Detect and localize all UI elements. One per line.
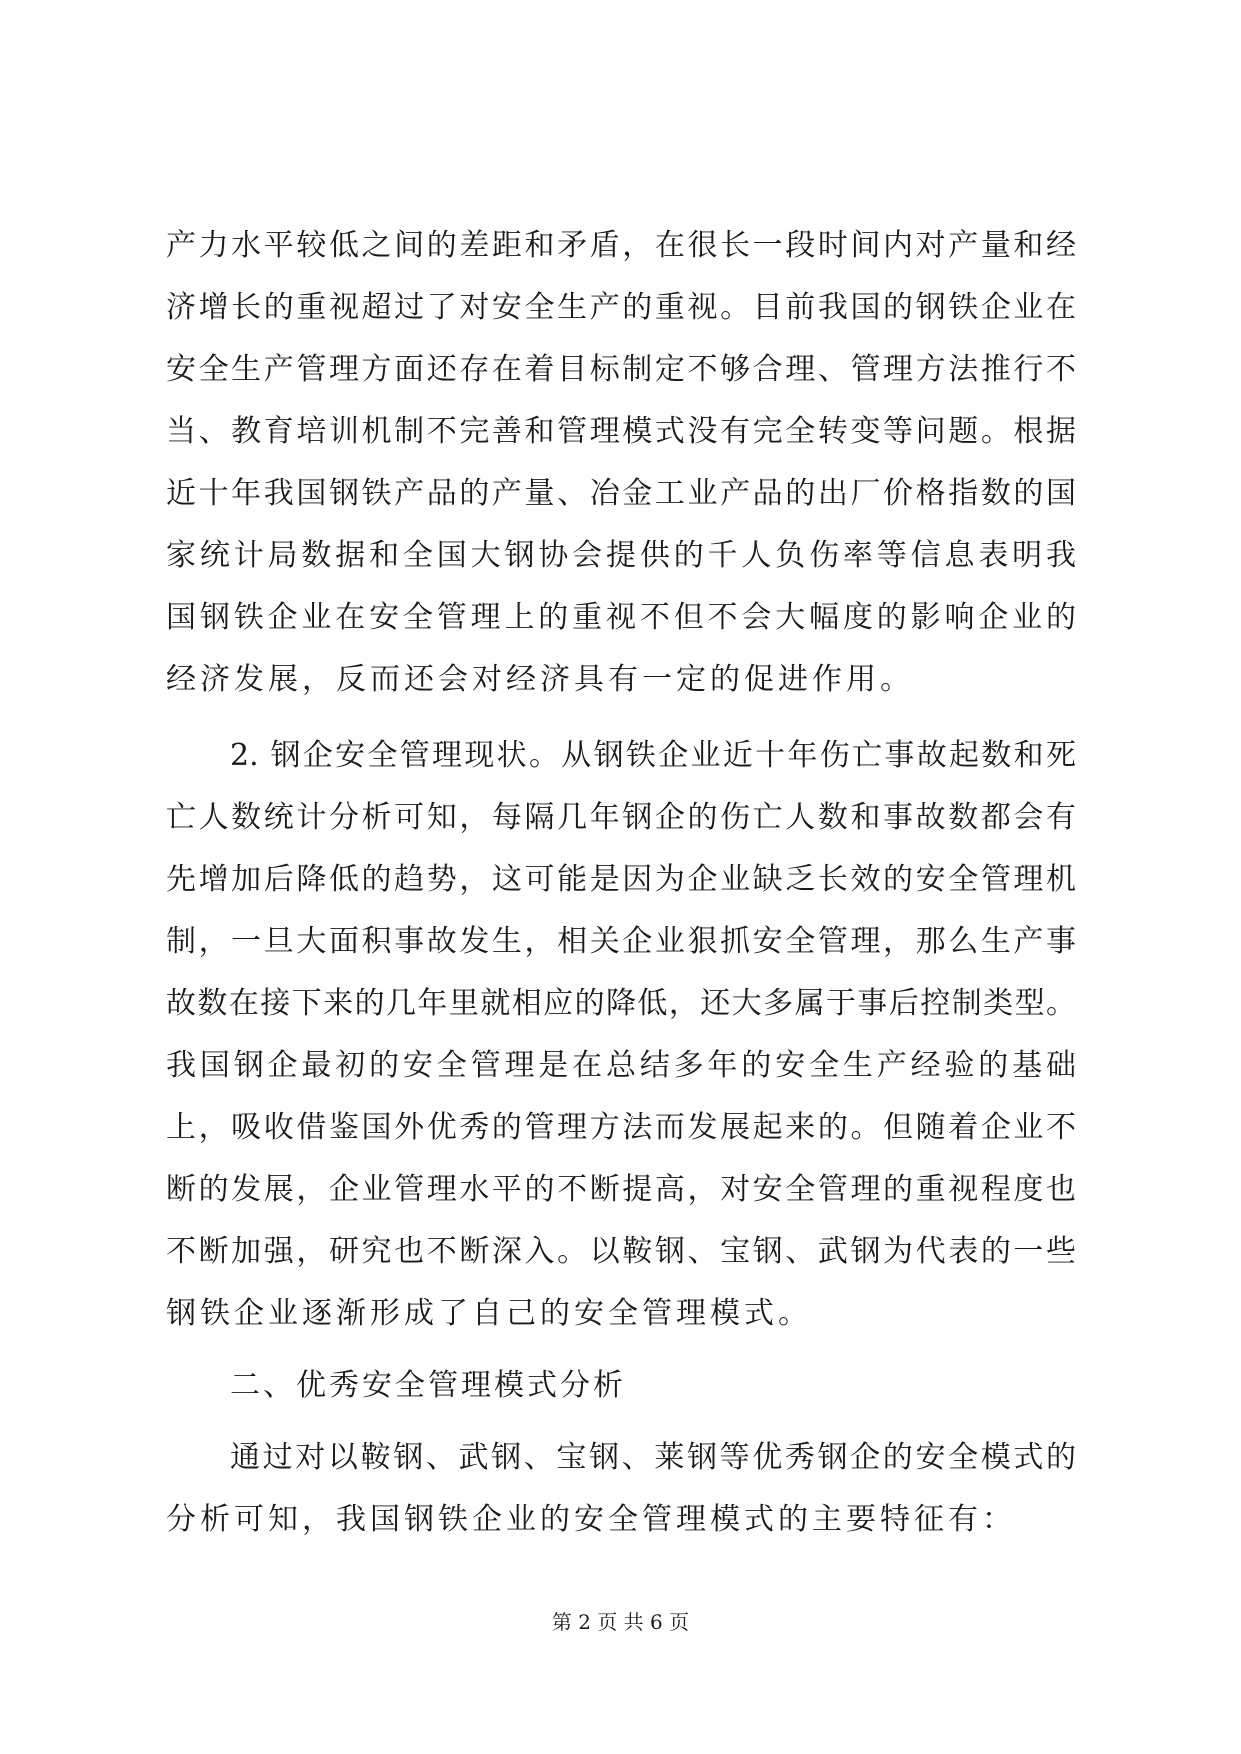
body-text-line: 当、教育培训机制不完善和管理模式没有完全转变等问题。根据 <box>166 414 1076 449</box>
body-text-line: 亡人数统计分析可知，每隔几年钢企的伤亡人数和事故数都会有 <box>166 800 1076 835</box>
body-text-line: 故数在接下来的几年里就相应的降低，还大多属于事后控制类型。 <box>166 986 1076 1021</box>
body-text-line: 钢铁企业逐渐形成了自己的安全管理模式。 <box>166 1296 812 1331</box>
body-text-line: 先增加后降低的趋势，这可能是因为企业缺乏长效的安全管理机 <box>166 862 1076 897</box>
body-text-line: 不断加强，研究也不断深入。以鞍钢、宝钢、武钢为代表的一些 <box>166 1234 1076 1269</box>
body-text-line: 制，一旦大面积事故发生，相关企业狠抓安全管理，那么生产事 <box>166 924 1076 959</box>
body-text-line: 通过对以鞍钢、武钢、宝钢、莱钢等优秀钢企的安全模式的 <box>230 1440 1076 1475</box>
body-text-line: 分析可知，我国钢铁企业的安全管理模式的主要特征有： <box>166 1502 1016 1537</box>
body-text-line: 国钢铁企业在安全管理上的重视不但不会大幅度的影响企业的 <box>166 600 1076 635</box>
body-text-line: 我国钢企最初的安全管理是在总结多年的安全生产经验的基础 <box>166 1048 1076 1083</box>
body-text-line: 上，吸收借鉴国外优秀的管理方法而发展起来的。但随着企业不 <box>166 1110 1076 1145</box>
body-text-line: 经济发展，反而还会对经济具有一定的促进作用。 <box>166 662 914 697</box>
body-text-line: 断的发展，企业管理水平的不断提高，对安全管理的重视程度也 <box>166 1172 1076 1207</box>
body-text-line: 家统计局数据和全国大钢协会提供的千人负伤率等信息表明我 <box>166 538 1076 573</box>
body-text-line: 济增长的重视超过了对安全生产的重视。目前我国的钢铁企业在 <box>166 290 1076 325</box>
body-text-line: 安全生产管理方面还存在着目标制定不够合理、管理方法推行不 <box>166 352 1076 387</box>
page-footer: 第 2 页 共 6 页 <box>551 1610 690 1634</box>
body-text-line: 产力水平较低之间的差距和矛盾，在很长一段时间内对产量和经 <box>166 228 1076 263</box>
body-text-line: 近十年我国钢铁产品的产量、冶金工业产品的出厂价格指数的国 <box>166 476 1076 511</box>
body-text-line: 2. 钢企安全管理现状。从钢铁企业近十年伤亡事故起数和死 <box>230 738 1076 773</box>
section-heading: 二、优秀安全管理模式分析 <box>230 1368 626 1403</box>
